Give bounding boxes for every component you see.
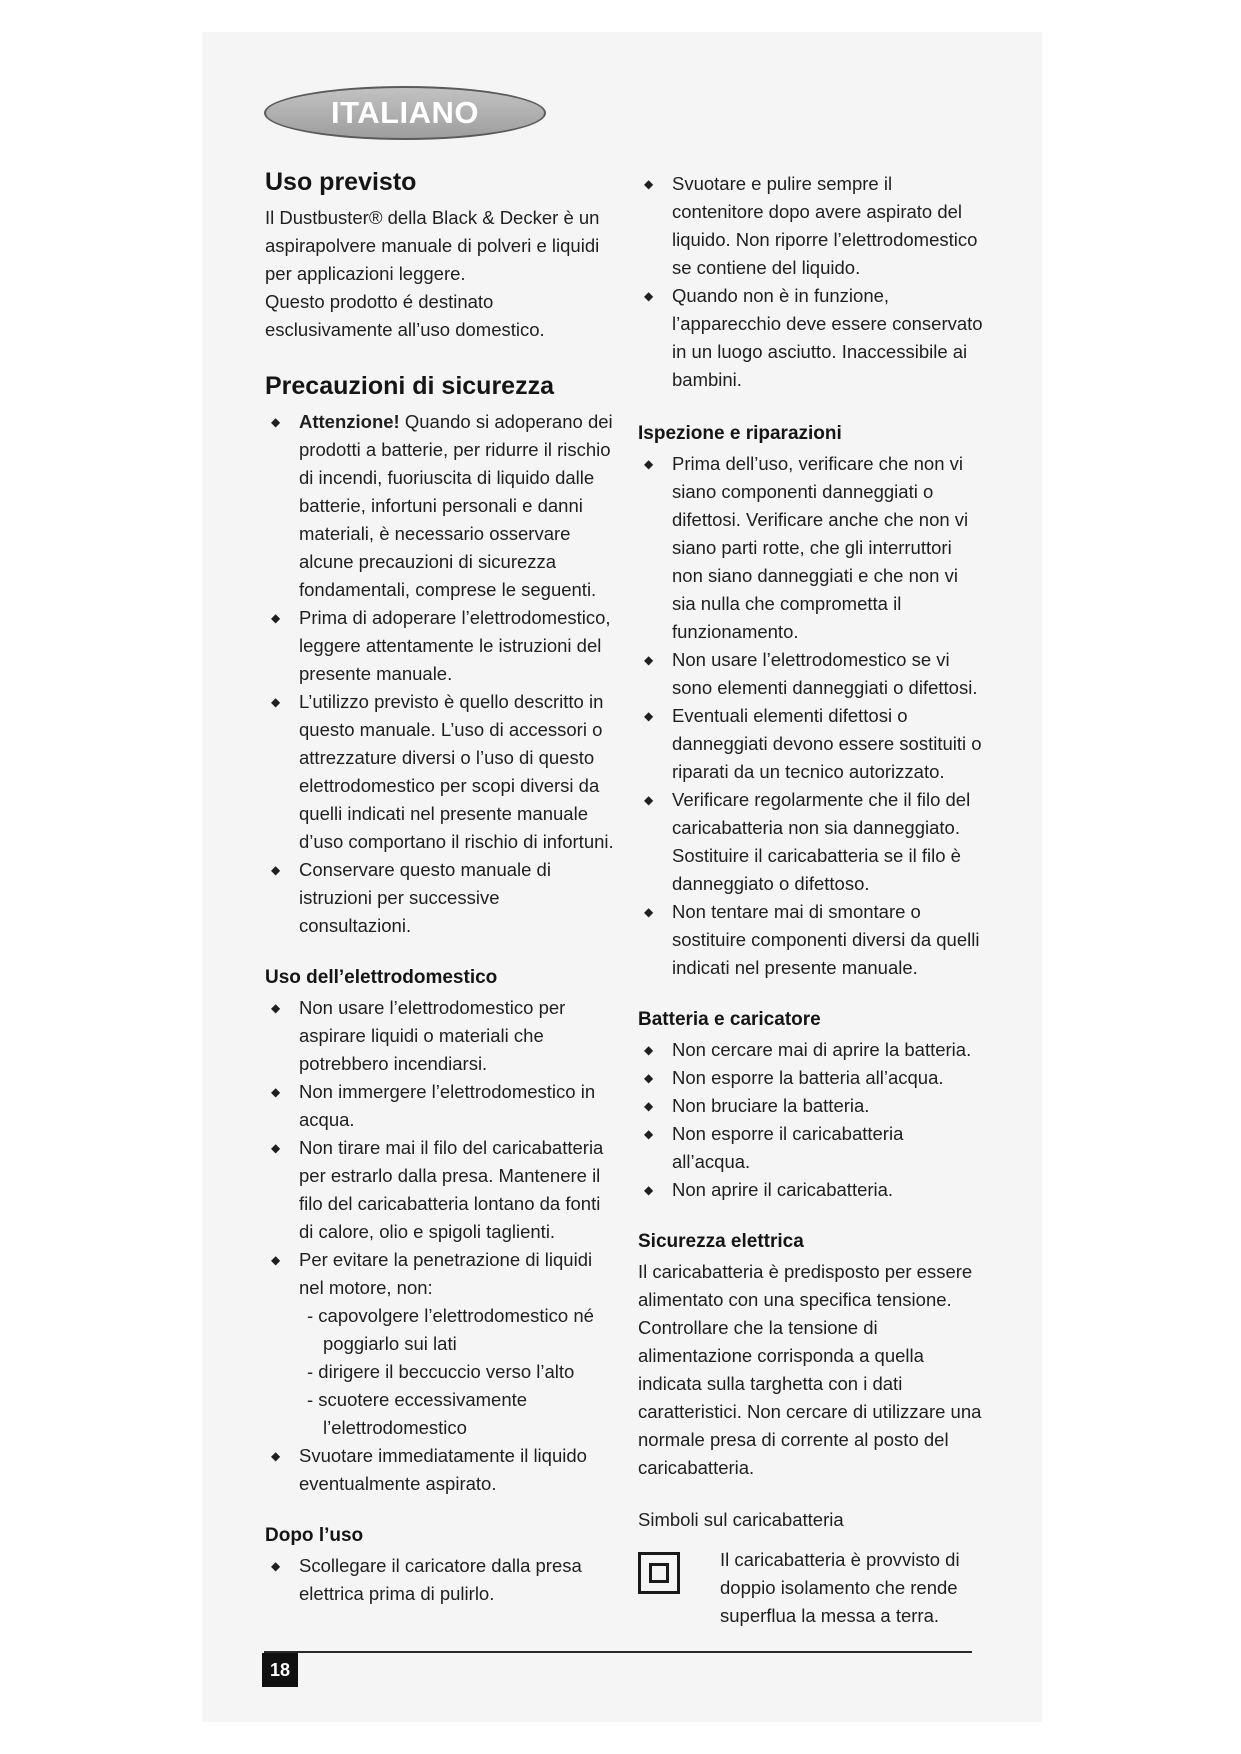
list-item — [638, 1120, 983, 1176]
section-title-ispezione: Ispezione e riparazioni — [638, 423, 842, 444]
diamond-bullet-icon: ◆ — [644, 1183, 654, 1197]
list-item — [265, 856, 615, 940]
diamond-bullet-icon: ◆ — [644, 1043, 654, 1057]
diamond-bullet-icon: ◆ — [271, 1001, 281, 1015]
list-item-text: Svuotare immediatamente il liquido eventualmente aspirato. — [299, 1445, 587, 1494]
list-item — [638, 646, 983, 702]
symbol-description: Il caricabatteria è provvisto di doppio isolamento che rende superflua la messa a terra. — [720, 1549, 960, 1626]
section-title-uso-elettrodomestico: Uso dell’elettrodomestico — [265, 967, 498, 988]
footer-divider — [264, 1651, 972, 1653]
list-item — [265, 994, 615, 1078]
list-item — [638, 786, 983, 898]
list-item — [638, 1092, 983, 1120]
diamond-bullet-icon: ◆ — [271, 611, 281, 625]
left-column — [265, 166, 615, 1608]
sub-item: - capovolgere l’elettrodomestico né poggiarlo sui lati — [307, 1305, 594, 1354]
list-item-text: Scollegare il caricatore dalla presa elettrica prima di pulirlo. — [299, 1555, 582, 1604]
list-item — [638, 1036, 983, 1064]
list-item-text: Eventuali elementi difettosi o danneggiati devono essere sostituiti o riparati da un tecnico autorizzato. — [672, 705, 982, 782]
diamond-bullet-icon: ◆ — [644, 177, 654, 191]
page-number: 18 — [262, 1653, 298, 1687]
section-title-sicurezza-elettrica: Sicurezza elettrica — [638, 1231, 804, 1252]
diamond-bullet-icon: ◆ — [271, 1085, 281, 1099]
language-badge — [264, 86, 546, 140]
diamond-bullet-icon: ◆ — [644, 289, 654, 303]
diamond-bullet-icon: ◆ — [644, 1127, 654, 1141]
diamond-bullet-icon: ◆ — [271, 695, 281, 709]
section-title-simboli: Simboli sul caricabatteria — [638, 1509, 844, 1530]
diamond-bullet-icon: ◆ — [644, 709, 654, 723]
section-title-batteria: Batteria e caricatore — [638, 1009, 821, 1030]
list-item — [265, 1442, 615, 1498]
list-item — [265, 1134, 615, 1246]
list-item-text: Per evitare la penetrazione di liquidi nel motore, non: — [299, 1249, 593, 1298]
diamond-bullet-icon: ◆ — [271, 1141, 281, 1155]
list-item-text: Non immergere l’elettrodomestico in acqua. — [299, 1081, 596, 1130]
diamond-bullet-icon: ◆ — [644, 793, 654, 807]
diamond-bullet-icon: ◆ — [271, 1559, 281, 1573]
diamond-bullet-icon: ◆ — [271, 863, 281, 877]
list-item-text: Prima di adoperare l’elettrodomestico, leggere attentamente le istruzioni del presente manuale. — [299, 607, 611, 684]
section-title-dopo-uso: Dopo l’uso — [265, 1525, 364, 1546]
symbol-row — [638, 1546, 983, 1630]
diamond-bullet-icon: ◆ — [644, 1071, 654, 1085]
list-item-text: Non usare l’elettrodomestico se vi sono elementi danneggiati o difettosi. — [672, 649, 978, 698]
list-item — [638, 1176, 983, 1204]
list-item — [265, 604, 615, 688]
language-label: ITALIANO — [330, 95, 480, 130]
list-item-text: Svuotare e pulire sempre il contenitore dopo avere aspirato del liquido. Non riporre l’elettrodomestico se contiene del liquido. — [672, 173, 978, 278]
sub-item: - dirigere il beccuccio verso l’alto — [307, 1361, 575, 1382]
list-item — [638, 282, 983, 394]
list-item — [638, 450, 983, 646]
list-item-text: Non tentare mai di smontare o sostituire componenti diversi da quelli indicati nel presente manuale. — [672, 901, 980, 978]
list-item-text: Prima dell’uso, verificare che non vi siano componenti danneggiati o difettosi. Verificare anche che non vi siano parti rotte, che gli interruttori non siano danneggiati e che non vi sia nulla che comprometta il funzionamento. — [672, 453, 969, 642]
diamond-bullet-icon: ◆ — [644, 457, 654, 471]
list-item-text: Non bruciare la batteria. — [672, 1095, 870, 1116]
double-insulation-icon — [638, 1552, 680, 1594]
list-item-text: Quando non è in funzione, l’apparecchio deve essere conservato in un luogo asciutto. Inaccessibile ai bambini. — [672, 285, 983, 390]
right-column — [638, 170, 983, 1630]
list-item — [265, 408, 615, 604]
list-item-text: Verificare regolarmente che il filo del caricabatteria non sia danneggiato. Sostituire il caricabatteria se il filo è danneggiato o difettoso. — [672, 789, 971, 894]
list-item — [265, 1246, 615, 1302]
list-item — [265, 1078, 615, 1134]
list-item — [638, 898, 983, 982]
paragraph: Il Dustbuster® della Black & Decker è un aspirapolvere manuale di polveri e liquidi per applicazioni leggere. — [265, 207, 600, 284]
list-item — [638, 702, 983, 786]
list-item-text: Non aprire il caricabatteria. — [672, 1179, 894, 1200]
list-item — [638, 170, 983, 282]
list-item — [638, 1064, 983, 1092]
paragraph: Il caricabatteria è predisposto per essere alimentato con una specifica tensione. Controllare che la tensione di alimentazione corrisponda a quella indicata sulla targhetta con i dati caratteristici. Non cercare di utilizzare una normale presa di corrente al posto del caricabatteria. — [638, 1261, 982, 1478]
list-item — [265, 1552, 615, 1608]
list-item-text: Non esporre il caricabatteria all’acqua. — [672, 1123, 904, 1172]
diamond-bullet-icon: ◆ — [271, 1449, 281, 1463]
list-item — [265, 688, 615, 856]
diamond-bullet-icon: ◆ — [644, 905, 654, 919]
diamond-bullet-icon: ◆ — [271, 1253, 281, 1267]
diamond-bullet-icon: ◆ — [271, 415, 281, 429]
sub-item: - scuotere eccessivamente l’elettrodomestico — [307, 1389, 528, 1438]
list-item-text: Conservare questo manuale di istruzioni per successive consultazioni. — [299, 859, 551, 936]
list-item-text: Non usare l’elettrodomestico per aspirare liquidi o materiali che potrebbero incendiarsi. — [299, 997, 566, 1074]
paragraph: Questo prodotto é destinato esclusivamente all’uso domestico. — [265, 291, 545, 340]
diamond-bullet-icon: ◆ — [644, 653, 654, 667]
section-title-precauzioni: Precauzioni di sicurezza — [265, 372, 554, 400]
warning-lead: Attenzione! — [299, 411, 400, 432]
section-title-uso-previsto: Uso previsto — [265, 168, 417, 196]
diamond-bullet-icon: ◆ — [644, 1099, 654, 1113]
list-item-text: Non tirare mai il filo del caricabatteria per estrarlo dalla presa. Mantenere il filo del caricabatteria lontano da fonti di calore, olio e spigoli taglienti. — [299, 1137, 604, 1242]
list-item-text: Non esporre la batteria all’acqua. — [672, 1067, 944, 1088]
list-item-text: Non cercare mai di aprire la batteria. — [672, 1039, 972, 1060]
list-item-text: Quando si adoperano dei prodotti a batterie, per ridurre il rischio di incendi, fuoriuscita di liquido dalle batterie, infortuni personali e danni materiali, è necessario osservare alcune precauzioni di sicurezza fondamentali, comprese le seguenti. — [299, 411, 613, 600]
list-item-text: L’utilizzo previsto è quello descritto in questo manuale. L’uso di accessori o attrezzature diversi o l’uso di questo elettrodomestico per scopi diversi da quelli indicati nel presente manuale d’uso comportano il rischio di infortuni. — [299, 691, 614, 852]
